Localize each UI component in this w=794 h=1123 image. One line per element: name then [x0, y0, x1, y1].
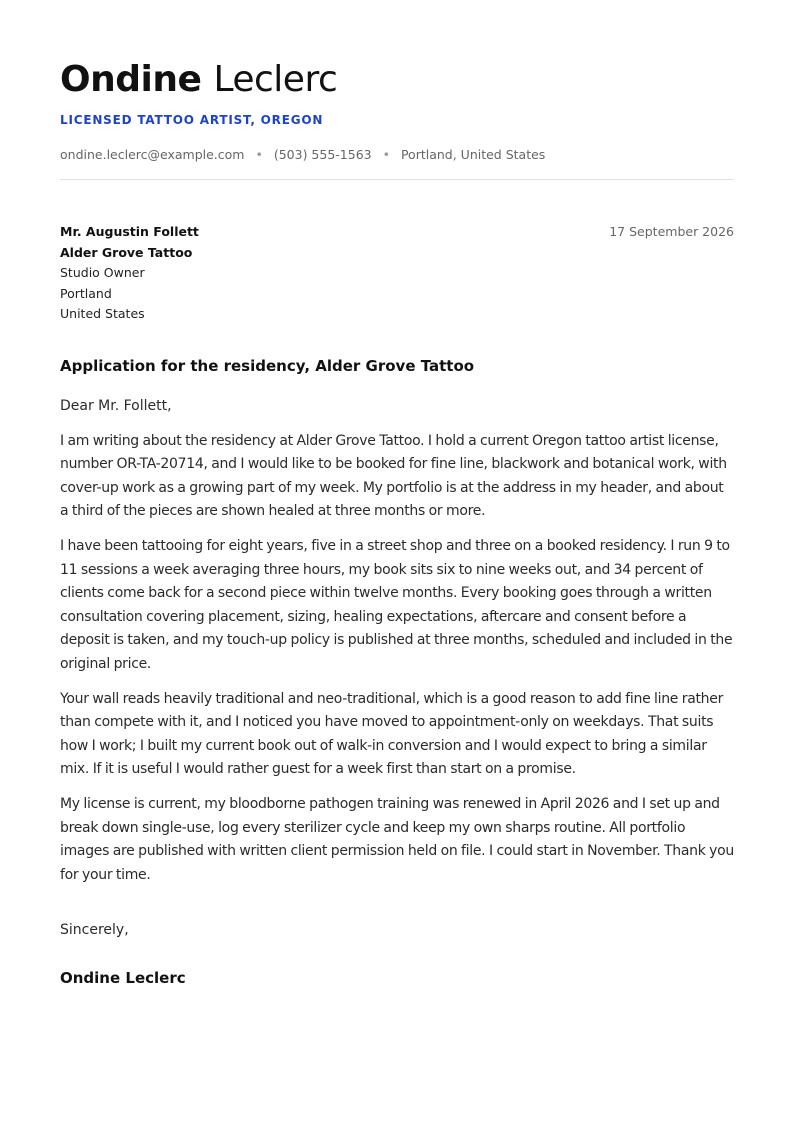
contact-separator: • — [382, 147, 390, 162]
letter-salutation: Dear Mr. Follett, — [60, 398, 172, 414]
letter-subject: Application for the residency, Alder Grove Tattoo — [60, 357, 475, 375]
letter-signature: Ondine Leclerc — [60, 968, 186, 987]
sender-name — [60, 60, 734, 100]
sender-title: LICENSED TATTOO ARTIST, OREGON — [60, 113, 324, 127]
body-paragraph-4: My license is current, my bloodborne pathogen training was renewed in April 2026 and I set up and break down single-use, log every sterilizer cycle and keep my own sharps routine. All portfolio images are published with written client permission held on file. I could start in November. Thank you for your time. — [60, 795, 734, 883]
contact-line — [60, 147, 734, 163]
body-paragraph-1: I am writing about the residency at Alder Grove Tattoo. I hold a current Oregon tattoo artist license, number OR-TA-20714, and I would like to be booked for fine line, blackwork and botanical work, with cover-up work as a growing part of my week. My portfolio is at the address in my header, and about a third of the pieces are shown healed at three months or more. — [60, 432, 727, 520]
recipient-role: Studio Owner — [60, 265, 145, 280]
contact-separator: • — [255, 147, 263, 162]
body-paragraph-3: Your wall reads heavily traditional and neo-traditional, which is a good reason to add fine line rather than compete with it, and I noticed you have moved to appointment-only on weekdays. That suits how I work; I built my current book out of walk-in conversion and I would expect to bring a similar mix. If it is useful I would rather guest for a week first than start on a promise. — [60, 690, 724, 778]
contact-email: ondine.leclerc@example.com — [60, 147, 245, 162]
recipient-block — [60, 222, 734, 322]
contact-phone: (503) 555-1563 — [273, 147, 372, 162]
letter-header — [60, 60, 734, 180]
letter-closing: Sincerely, — [60, 922, 129, 939]
recipient-company: Alder Grove Tattoo — [60, 244, 193, 260]
letter-body — [60, 430, 734, 888]
letter-date: 17 September 2026 — [609, 224, 734, 239]
sender-last-name: Leclerc — [213, 59, 338, 100]
recipient-city: Portland — [60, 285, 112, 301]
contact-location: Portland, United States — [400, 147, 546, 162]
header-divider — [60, 179, 734, 180]
recipient-country: United States — [60, 306, 145, 321]
sender-first-name: Ondine — [60, 59, 202, 100]
recipient-name: Mr. Augustin Follett — [60, 224, 199, 239]
body-paragraph-2: I have been tattooing for eight years, five in a street shop and three on a booked residency. I run 9 to 11 sessions a week averaging three hours, my book sits six to nine weeks out, and 34 percent of clients come back for a second piece within twelve months. Every booking goes through a written consultation covering placement, sizing, healing expectations, aftercare and consent before a deposit is taken, and my touch-up policy is published at three months, scheduled and included in the original price. — [60, 537, 733, 672]
